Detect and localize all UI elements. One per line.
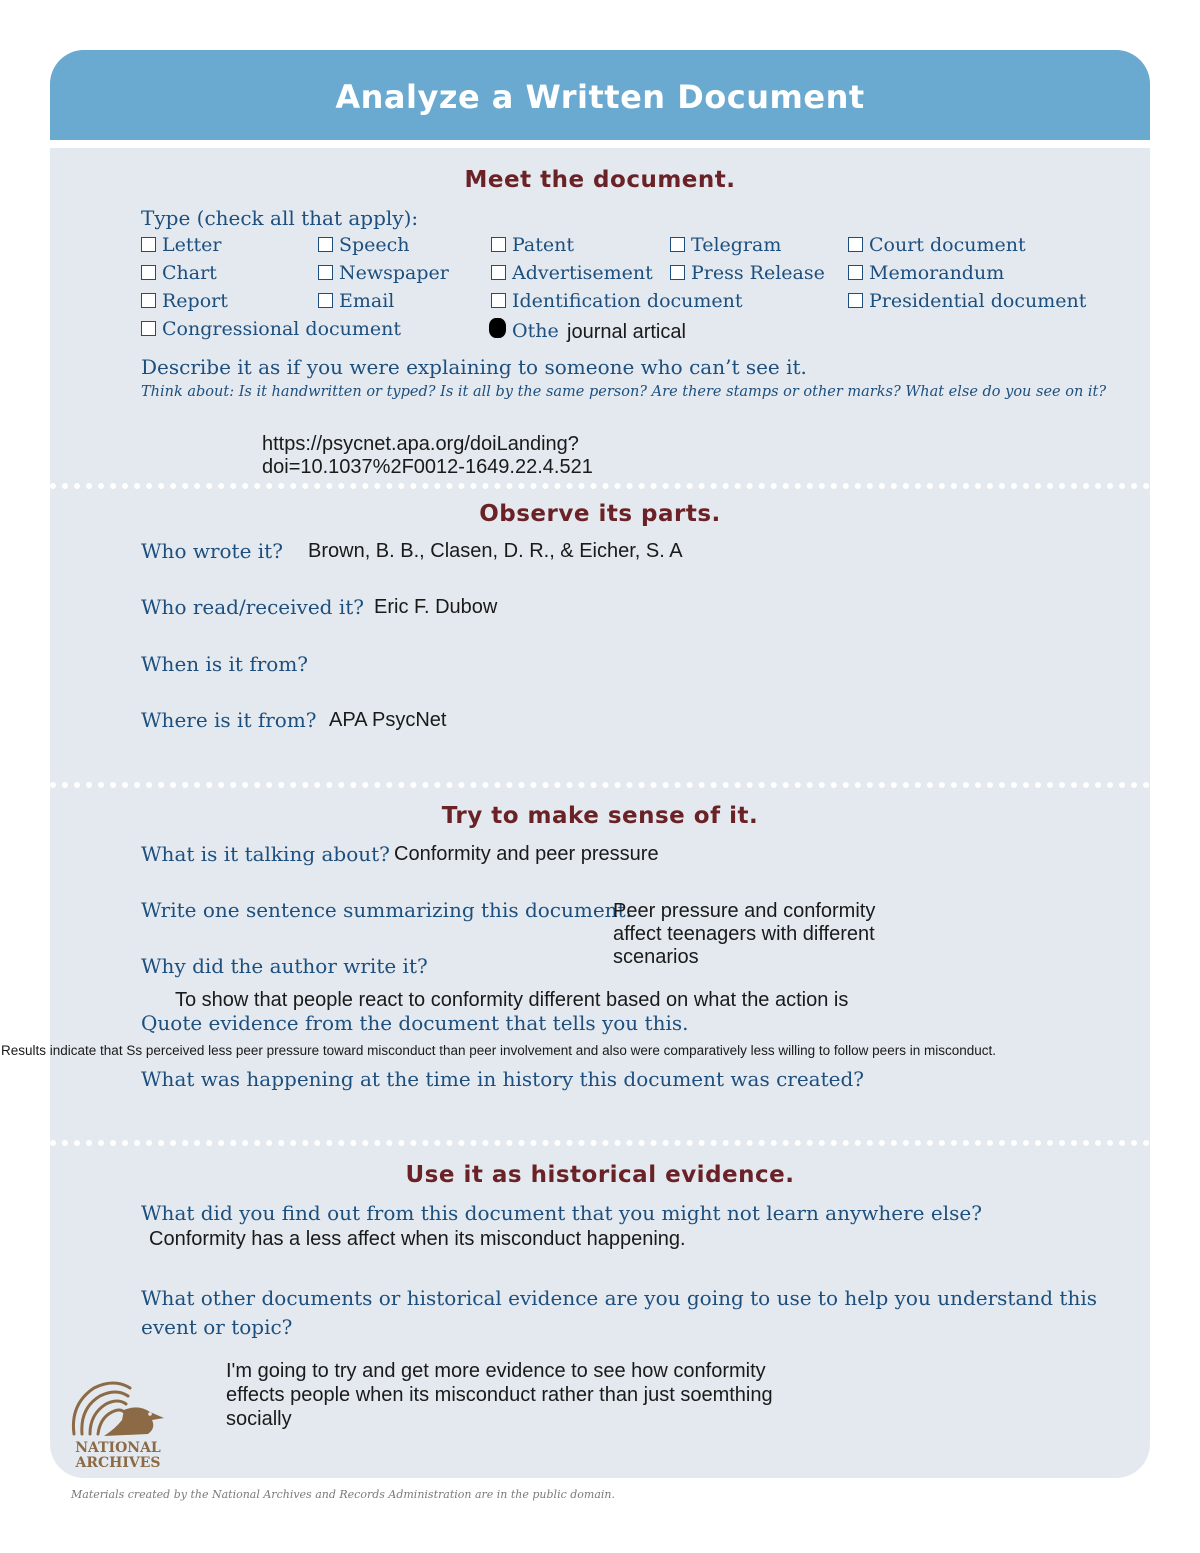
- banner-separator: [50, 140, 1150, 148]
- checkbox-box[interactable]: [491, 265, 506, 280]
- talking-about-question: What is it talking about?: [141, 842, 390, 866]
- section-divider: [50, 1140, 1150, 1146]
- where-question: Where is it from?: [141, 708, 317, 732]
- why-question: Why did the author write it?: [141, 954, 428, 978]
- checkbox-court-document[interactable]: Court document: [848, 234, 1026, 256]
- checkbox-telegram[interactable]: Telegram: [670, 234, 781, 256]
- checkbox-advertisement[interactable]: Advertisement: [491, 262, 653, 284]
- checkbox-report[interactable]: Report: [141, 290, 228, 312]
- other-evidence-question-line2: event or topic?: [141, 1315, 293, 1339]
- where-answer[interactable]: APA PsycNet: [329, 709, 447, 731]
- checkbox-box[interactable]: [670, 265, 685, 280]
- describe-answer-line2[interactable]: doi=10.1037%2F0012-1649.22.4.521: [262, 456, 593, 478]
- header-banner: [50, 50, 1150, 140]
- other-evidence-answer[interactable]: I'm going to try and get more evidence to see how conformity effects people when its misconduct rather than just soemthing socially: [226, 1360, 773, 1430]
- summary-question: Write one sentence summarizing this document.: [141, 898, 632, 922]
- who-read-answer[interactable]: Eric F. Dubow: [374, 596, 498, 618]
- checkbox-box[interactable]: [318, 265, 333, 280]
- other-evidence-question-line1: What other documents or historical evidence are you going to use to help you understand this: [141, 1286, 1097, 1310]
- section-title-meet: Meet the document.: [464, 167, 736, 193]
- type-prompt: Type (check all that apply):: [141, 206, 419, 230]
- find-question: What did you find out from this document that you might not learn anywhere else?: [141, 1201, 982, 1225]
- quote-question: Quote evidence from the document that tells you this.: [141, 1011, 689, 1035]
- checkbox-box[interactable]: [141, 237, 156, 252]
- section-divider: [50, 782, 1150, 788]
- quote-answer[interactable]: Results indicate that Ss perceived less peer pressure toward misconduct than peer involvement and also were comparatively less willing to follow peers in misconduct.: [1, 1043, 996, 1058]
- checkbox-box[interactable]: [141, 265, 156, 280]
- checkbox-speech[interactable]: Speech: [318, 234, 410, 256]
- checkbox-other[interactable]: Othe: [489, 318, 559, 342]
- checkbox-memorandum[interactable]: Memorandum: [848, 262, 1004, 284]
- checkbox-box[interactable]: [491, 237, 506, 252]
- checkbox-newspaper[interactable]: Newspaper: [318, 262, 449, 284]
- describe-answer-line1[interactable]: https://psycnet.apa.org/doiLanding?: [262, 433, 579, 455]
- other-value[interactable]: journal artical: [567, 321, 686, 343]
- find-answer[interactable]: Conformity has a less affect when its misconduct happening.: [149, 1228, 686, 1250]
- history-question: What was happening at the time in history this document was created?: [141, 1067, 864, 1091]
- describe-prompt: Describe it as if you were explaining to someone who can’t see it.: [141, 355, 807, 379]
- checkbox-box[interactable]: [491, 293, 506, 308]
- checkbox-box[interactable]: [670, 237, 685, 252]
- talking-about-answer[interactable]: Conformity and peer pressure: [394, 843, 659, 865]
- summary-answer[interactable]: Peer pressure and conformity affect teenagers with different scenarios: [613, 900, 876, 968]
- checkbox-box[interactable]: [318, 293, 333, 308]
- checkbox-box[interactable]: [141, 293, 156, 308]
- checkbox-letter[interactable]: Letter: [141, 234, 221, 256]
- checkbox-box-checked[interactable]: [489, 318, 506, 338]
- describe-hint: Think about: Is it handwritten or typed? Is it all by the same person? Are there stamps or other marks? What else do you see on it?: [141, 384, 1107, 400]
- checkbox-chart[interactable]: Chart: [141, 262, 217, 284]
- checkbox-box[interactable]: [848, 265, 863, 280]
- who-wrote-answer[interactable]: Brown, B. B., Clasen, D. R., & Eicher, S. A: [308, 540, 683, 562]
- section-divider: [50, 483, 1150, 489]
- checkbox-box[interactable]: [848, 293, 863, 308]
- checkbox-box[interactable]: [318, 237, 333, 252]
- checkbox-box[interactable]: [848, 237, 863, 252]
- footer-note: Materials created by the National Archives and Records Administration are in the public domain.: [71, 1488, 616, 1501]
- page-title: Analyze a Written Document: [335, 78, 865, 116]
- who-read-question: Who read/received it?: [141, 595, 364, 619]
- section-title-evidence: Use it as historical evidence.: [405, 1162, 795, 1188]
- checkbox-congressional-document[interactable]: Congressional document: [141, 318, 401, 340]
- eagle-logo-icon: [64, 1374, 170, 1442]
- checkbox-email[interactable]: Email: [318, 290, 394, 312]
- section-title-observe: Observe its parts.: [479, 501, 721, 527]
- national-archives-logo-text: NATIONAL ARCHIVES: [75, 1440, 161, 1471]
- when-question: When is it from?: [141, 652, 309, 676]
- who-wrote-question: Who wrote it?: [141, 539, 283, 563]
- section-title-sense: Try to make sense of it.: [441, 803, 759, 829]
- checkbox-patent[interactable]: Patent: [491, 234, 574, 256]
- checkbox-press-release[interactable]: Press Release: [670, 262, 825, 284]
- checkbox-presidential-document[interactable]: Presidential document: [848, 290, 1086, 312]
- checkbox-identification-document[interactable]: Identification document: [491, 290, 743, 312]
- checkbox-box[interactable]: [141, 321, 156, 336]
- why-answer[interactable]: To show that people react to conformity different based on what the action is: [175, 989, 849, 1011]
